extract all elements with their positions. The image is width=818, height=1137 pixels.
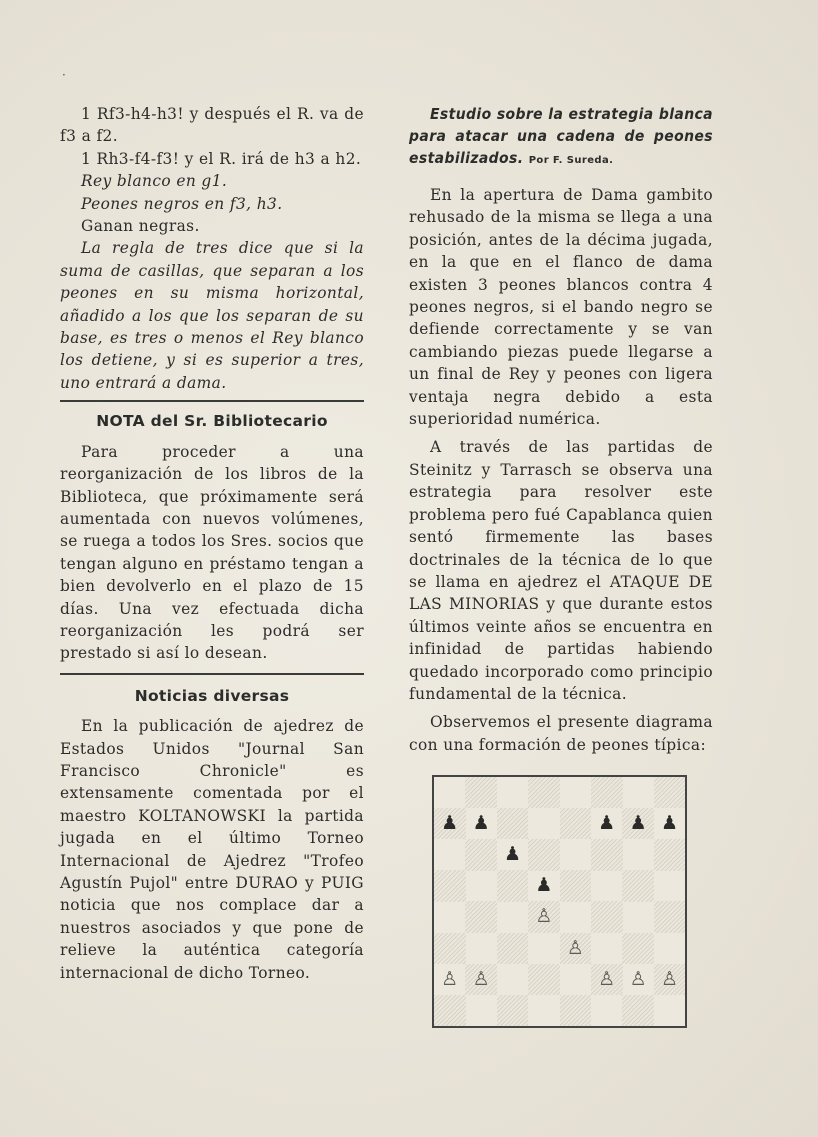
board-square [465, 901, 497, 932]
divider [60, 673, 364, 675]
board-square [434, 933, 466, 964]
board-square [465, 839, 497, 870]
board-square [591, 933, 623, 964]
board-square [465, 870, 497, 901]
board-square [560, 964, 592, 995]
right-column [409, 103, 713, 756]
board-square [560, 901, 592, 932]
board-square [591, 870, 623, 901]
board-square [622, 839, 654, 870]
nota-heading: NOTA del Sr. Bibliotecario [96, 412, 328, 431]
black-pawn-icon: ♟ [598, 812, 616, 835]
article-paragraph-3: Observemos el presente diagrama con una formación de peones típica: [409, 713, 713, 754]
board-square [654, 995, 686, 1026]
board-square [434, 995, 466, 1026]
black-pawn-icon: ♟ [503, 843, 522, 866]
article-author: Por F. Sureda. [528, 155, 614, 166]
board-square [528, 777, 560, 808]
black-pawn-icon: ♟ [441, 812, 459, 835]
position-black: Peones negros en f3, h3. [81, 194, 283, 213]
board-square [622, 933, 654, 964]
chess-diagram [432, 775, 687, 1028]
board-square [591, 839, 623, 870]
white-pawn-icon: ♙ [629, 967, 647, 990]
board-square [528, 933, 560, 964]
position-white: Rey blanco en g1. [81, 172, 228, 191]
board-square [434, 901, 466, 932]
speck: · [62, 68, 66, 82]
black-pawn-icon: ♟ [660, 812, 679, 835]
board-square [497, 964, 529, 995]
white-pawn-icon: ♙ [660, 967, 679, 990]
board-square [528, 808, 560, 839]
board-square [528, 995, 560, 1026]
white-pawn-icon: ♙ [535, 905, 553, 928]
board-square [497, 777, 529, 808]
board-square [497, 870, 529, 901]
board-square [528, 964, 560, 995]
move-line-1: 1 Rf3-h4-h3! y después el R. va de f3 a f2. [60, 105, 364, 146]
board-square [434, 870, 466, 901]
board-square [434, 777, 466, 808]
black-pawn-icon: ♟ [535, 874, 553, 897]
board-square [560, 995, 592, 1026]
board-square [560, 870, 592, 901]
rule-of-three: La regla de tres dice que si la suma de casillas, que separan a los peones en su misma horizontal, añadido a los que los separan de su base, es tres o menos el Rey blanco los detiene, y si es superior a tres, uno entrará a dama. [60, 239, 364, 392]
board-square [528, 839, 560, 870]
black-pawn-icon: ♟ [472, 812, 490, 835]
left-column [60, 103, 364, 984]
board-square [497, 808, 529, 839]
board-square [465, 933, 497, 964]
board-square [654, 870, 686, 901]
article-title [409, 103, 713, 172]
board-square [591, 901, 623, 932]
board-square [654, 777, 686, 808]
board-square [591, 777, 623, 808]
article-paragraph-2: A través de las partidas de Steinitz y Tarrasch se observa una estrategia para resolver este problema pero fué Capablanca quien sentó firmemente las bases doctrinales de la técnica de lo que se llama en ajedrez el ATAQUE DE LAS MINORIAS y que durante estos últimos veinte años se encuentra en infinidad de partidas habiendo quedado incorporado como principio fundamental de la técnica. [409, 438, 713, 703]
board-square [654, 839, 686, 870]
white-pawn-icon: ♙ [598, 967, 616, 990]
board-square [622, 995, 654, 1026]
article-paragraph-1: En la apertura de Dama gambito rehusado de la misma se llega a una posición, antes de la décima jugada, en la que en el flanco de dama existen 3 peones blancos contra 4 peones negros, si el bando negro se defiende correctamente y se van cambiando piezas puede llegarse a un final de Rey y peones con ligera ventaja negra debido a esta superioridad numérica. [409, 186, 713, 429]
result-line: Ganan negras. [81, 217, 200, 236]
board-square [465, 995, 497, 1026]
board-square [497, 995, 529, 1026]
board-square [622, 901, 654, 932]
board-square [560, 839, 592, 870]
board-square [465, 777, 497, 808]
black-pawn-icon: ♟ [629, 812, 647, 835]
board-square [560, 808, 592, 839]
board-square [497, 933, 529, 964]
noticias-heading: Noticias diversas [134, 686, 290, 705]
board-square [622, 870, 654, 901]
white-pawn-icon: ♙ [441, 967, 459, 990]
board-square [497, 901, 529, 932]
white-pawn-icon: ♙ [566, 936, 584, 959]
nota-body: Para proceder a una reorganización de los libros de la Biblioteca, que próximamente será aumentada con nuevos volúmenes, se ruega a todos los Sres. socios que tengan alguno en préstamo tengan a bien devolverlo en el plazo de 15 días. Una vez efectuada dicha reorganización les podrá ser prestado si así lo desean. [60, 442, 364, 663]
board-square [591, 995, 623, 1026]
noticias-body: En la publicación de ajedrez de Estados Unidos "Journal San Francisco Chronicle" es extensamente comentada por el maestro KOLTANOWSKI la partida jugada en el último Torneo Internacional de Ajedrez "Trofeo Agustín Pujol" entre DURAO y PUIG noticia que nos complace dar a nuestros asociados y que pone de relieve la auténtica categoría internacional de dicho Torneo. [60, 717, 364, 982]
divider [60, 400, 364, 402]
board-square [560, 777, 592, 808]
board-square [654, 933, 686, 964]
article-title-text: Estudio sobre la estrategia blanca para atacar una cadena de peones estabilizados. [409, 105, 713, 167]
board-square [654, 901, 686, 932]
white-pawn-icon: ♙ [472, 967, 490, 990]
move-line-2: 1 Rh3-f4-f3! y el R. irá de h3 a h2. [81, 149, 362, 168]
board-square [434, 839, 466, 870]
board-square [622, 777, 654, 808]
